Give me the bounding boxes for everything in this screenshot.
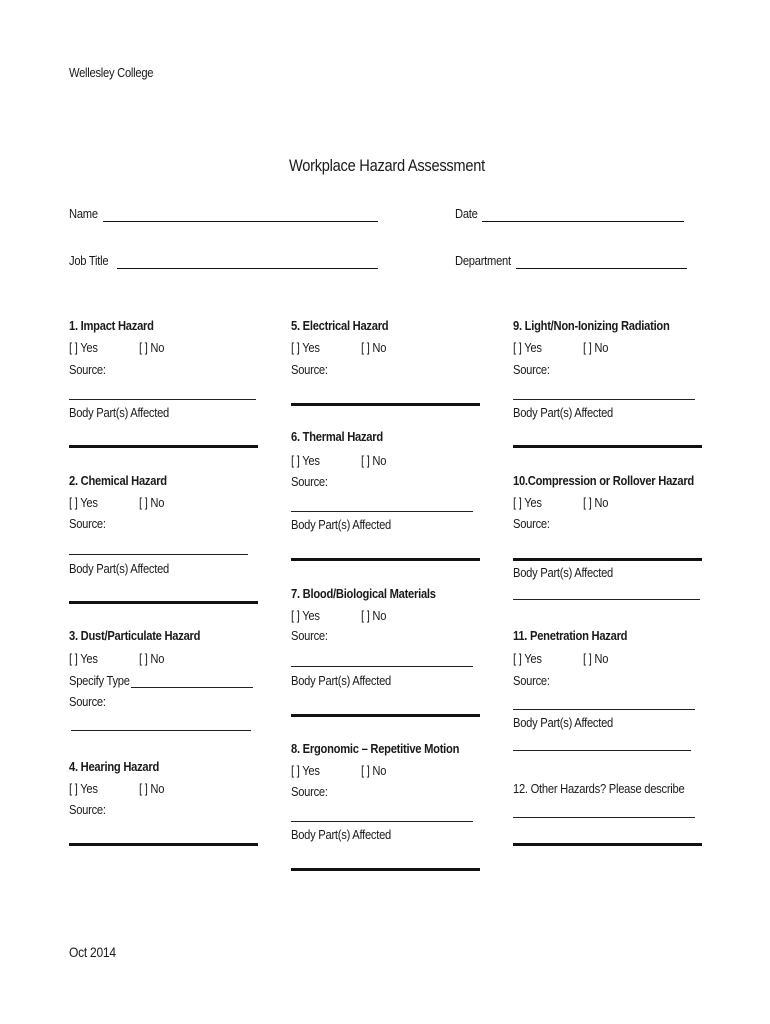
hazard-5-source-label: Source: (291, 362, 328, 377)
hazard-2-source-label: Source: (69, 516, 106, 531)
hazard-10-source-field[interactable] (513, 558, 702, 561)
date-field[interactable] (482, 221, 684, 222)
hazard-2-no[interactable]: [ ] No (139, 495, 165, 510)
hazard-10-no[interactable]: [ ] No (583, 495, 609, 510)
department-label: Department (455, 253, 511, 268)
hazard-9-no[interactable]: [ ] No (583, 340, 609, 355)
hazard-10-body-field[interactable] (513, 599, 700, 600)
hazard-11-yes[interactable]: [ ] Yes (513, 651, 542, 666)
footer-date: Oct 2014 (69, 944, 116, 960)
hazard-1-body-field[interactable] (69, 445, 258, 448)
hazard-7-title: 7. Blood/Biological Materials (291, 586, 436, 601)
hazard-5-yes[interactable]: [ ] Yes (291, 340, 320, 355)
name-field[interactable] (103, 221, 378, 222)
hazard-5-source-field[interactable] (291, 403, 480, 406)
hazard-4-source-label: Source: (69, 802, 106, 817)
hazard-6-no[interactable]: [ ] No (361, 453, 387, 468)
page-title: Workplace Hazard Assessment (289, 156, 485, 175)
hazard-1-yes[interactable]: [ ] Yes (69, 340, 98, 355)
hazard-7-source-label: Source: (291, 628, 328, 643)
hazard-9-yes[interactable]: [ ] Yes (513, 340, 542, 355)
hazard-1-title: 1. Impact Hazard (69, 318, 154, 333)
hazard-3-no[interactable]: [ ] No (139, 651, 165, 666)
hazard-6-source-label: Source: (291, 474, 328, 489)
hazard-5-title: 5. Electrical Hazard (291, 318, 389, 333)
hazard-8-source-label: Source: (291, 784, 328, 799)
hazard-7-body-field[interactable] (291, 714, 480, 717)
hazard-3-specify-label: Specify Type (69, 673, 130, 688)
hazard-4-yes[interactable]: [ ] Yes (69, 781, 98, 796)
hazard-5-no[interactable]: [ ] No (361, 340, 387, 355)
hazard-10-source-label: Source: (513, 516, 550, 531)
hazard-9-body-label: Body Part(s) Affected (513, 405, 614, 420)
hazard-4-source-field[interactable] (69, 843, 258, 846)
job-title-label: Job Title (69, 253, 109, 268)
hazard-3-title: 3. Dust/Particulate Hazard (69, 628, 201, 643)
hazard-6-title: 6. Thermal Hazard (291, 429, 383, 444)
hazard-11-source-label: Source: (513, 673, 550, 688)
hazard-9-source-field[interactable] (513, 399, 695, 400)
hazard-1-body-label: Body Part(s) Affected (69, 405, 170, 420)
hazard-1-source-label: Source: (69, 362, 106, 377)
hazard-11-body-field[interactable] (513, 750, 691, 751)
hazard-11-no[interactable]: [ ] No (583, 651, 609, 666)
hazard-12-description-field[interactable] (513, 817, 695, 818)
hazard-12-title: 12. Other Hazards? Please describe (513, 781, 685, 796)
department-field[interactable] (516, 268, 687, 269)
hazard-8-body-field[interactable] (291, 868, 480, 871)
hazard-2-title: 2. Chemical Hazard (69, 473, 167, 488)
hazard-2-yes[interactable]: [ ] Yes (69, 495, 98, 510)
hazard-11-source-field[interactable] (513, 709, 695, 710)
job-title-field[interactable] (117, 268, 378, 269)
hazard-8-body-label: Body Part(s) Affected (291, 827, 392, 842)
hazard-6-body-field[interactable] (291, 558, 480, 561)
hazard-4-no[interactable]: [ ] No (139, 781, 165, 796)
hazard-3-specify-field[interactable] (131, 687, 253, 688)
hazard-8-no[interactable]: [ ] No (361, 763, 387, 778)
hazard-7-body-label: Body Part(s) Affected (291, 673, 392, 688)
hazard-9-source-label: Source: (513, 362, 550, 377)
hazard-3-yes[interactable]: [ ] Yes (69, 651, 98, 666)
hazard-9-body-field[interactable] (513, 445, 702, 448)
hazard-9-title: 9. Light/Non-Ionizing Radiation (513, 318, 670, 333)
hazard-10-body-label: Body Part(s) Affected (513, 565, 614, 580)
hazard-11-title: 11. Penetration Hazard (513, 628, 628, 643)
hazard-1-source-field[interactable] (69, 399, 256, 400)
hazard-3-source-label: Source: (69, 694, 106, 709)
hazard-8-yes[interactable]: [ ] Yes (291, 763, 320, 778)
hazard-7-no[interactable]: [ ] No (361, 608, 387, 623)
hazard-11-body-label: Body Part(s) Affected (513, 715, 614, 730)
hazard-2-body-label: Body Part(s) Affected (69, 561, 170, 576)
hazard-6-body-label: Body Part(s) Affected (291, 517, 392, 532)
hazard-2-body-field[interactable] (69, 601, 258, 604)
institution-name: Wellesley College (69, 65, 154, 80)
hazard-7-yes[interactable]: [ ] Yes (291, 608, 320, 623)
hazard-12-description-field-2[interactable] (513, 843, 702, 846)
name-label: Name (69, 206, 98, 221)
hazard-8-title: 8. Ergonomic – Repetitive Motion (291, 741, 460, 756)
hazard-8-source-field[interactable] (291, 821, 473, 822)
hazard-2-source-field[interactable] (69, 554, 248, 555)
hazard-10-yes[interactable]: [ ] Yes (513, 495, 542, 510)
hazard-6-yes[interactable]: [ ] Yes (291, 453, 320, 468)
hazard-3-source-field[interactable] (71, 730, 251, 731)
hazard-1-no[interactable]: [ ] No (139, 340, 165, 355)
hazard-10-title: 10.Compression or Rollover Hazard (513, 473, 694, 488)
date-label: Date (455, 206, 478, 221)
hazard-4-title: 4. Hearing Hazard (69, 759, 160, 774)
hazard-6-source-field[interactable] (291, 511, 473, 512)
hazard-7-source-field[interactable] (291, 666, 473, 667)
